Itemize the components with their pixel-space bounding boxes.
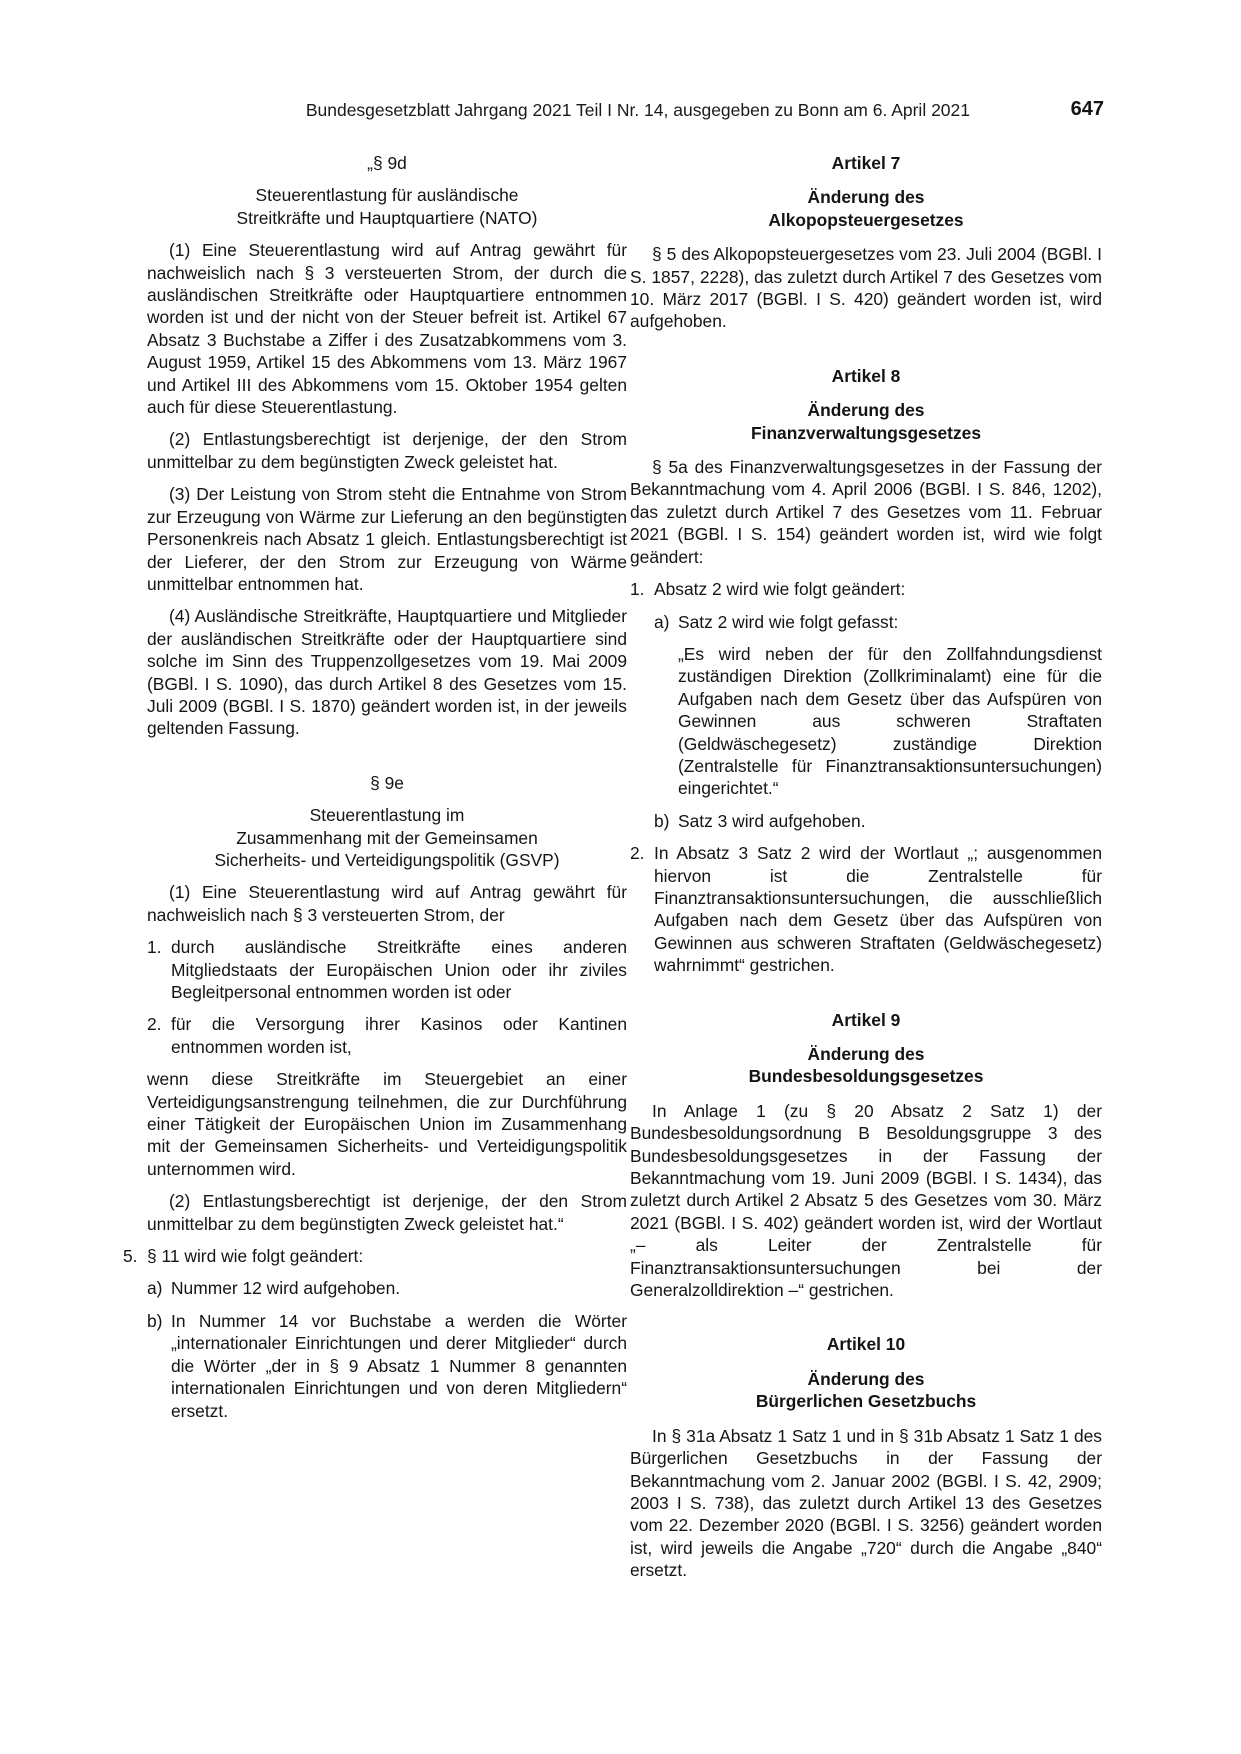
article-9-number: Artikel 9	[831, 1009, 901, 1030]
list-item-text: Satz 3 wird aufgehoben.	[678, 810, 866, 831]
article-title-line: Bundesbesoldungsgesetzes	[748, 1066, 984, 1087]
section-9e-number: § 9e	[370, 772, 404, 793]
section-9e-title-line: Steuerentlastung im	[309, 805, 465, 826]
section-9e-paragraph-2: (2) Entlastungsberechtigt ist derjenige, der den Strom unmittelbar zu dem begünstigten Zweck geleistet hat.“	[147, 1191, 627, 1234]
article-9-text: In Anlage 1 (zu § 20 Absatz 2 Satz 1) der Bundesbesoldungsordnung B Besoldungsgruppe 3 des Bundesbesoldungsgesetzes in der Fassung der Bekanntmachung vom 19. Juni 2009 (BGBl. I S. 1434), das zuletzt durch Artikel 2 Absatz 5 des Gesetzes vom 30. März 2021 (BGBl. I S. 402) geändert worden ist, wird der Wortlaut „– als Leiter der Zentralstelle für Finanztransaktionsuntersuchungen bei der Generalzolldirektion –“ gestrichen.	[630, 1100, 1102, 1301]
section-9d-number: „§ 9d	[367, 153, 407, 173]
section-9d-paragraph-2: (2) Entlastungsberechtigt ist derjenige, der den Strom unmittelbar zu dem begünstigten Zweck geleistet hat.	[147, 429, 627, 472]
article-title-line: Änderung des	[807, 1368, 925, 1389]
page-number: 647	[1070, 98, 1104, 120]
article-8-title	[630, 399, 1102, 444]
article-10-number: Artikel 10	[826, 1334, 906, 1355]
list-item-number: a)	[654, 611, 670, 632]
article-title-line: Änderung des	[807, 1044, 925, 1064]
section-9d-paragraph-1: (1) Eine Steuerentlastung wird auf Antrag gewährt für nachweislich nach § 3 versteuerten Strom, der durch die ausländischen Streitkräfte oder Hauptquartiere entnommen worden ist und der nicht von der Steuer befreit ist. Artikel 67 Absatz 3 Buchstabe a Ziffer i des Zusatzabkommens vom 3. August 1959, Artikel 15 des Abkommens vom 13. März 1967 und Artikel III des Abkommens vom 15. Oktober 1954 gelten auch für diese Steuerentlastung.	[147, 240, 627, 418]
list-item	[630, 842, 1102, 976]
list-item-number: 2.	[630, 843, 645, 864]
list-item-number: 1.	[147, 937, 162, 958]
section-9e-continuation: wenn diese Streitkräfte im Steuergebiet an einer Verteidigungsanstrengung teilnehmen, die zur Durchführung einer Tätigkeit der Europäischen Union im Zusammenhang mit der Gemeinsamen Sicherheits- und Verteidigungspolitik unternommen wird.	[147, 1069, 627, 1179]
list-item-text: Nummer 12 wird aufgehoben.	[171, 1278, 401, 1299]
list-item-text: für die Versorgung ihrer Kasinos oder Kantinen entnommen worden ist,	[171, 1014, 627, 1057]
list-item	[654, 810, 1102, 832]
list-item-text: In Absatz 3 Satz 2 wird der Wortlaut „; ausgenommen hiervon ist die Zentralstelle für Finanztransaktionsuntersuchungen, die ausschließlich Aufgaben nach dem Gesetz über das Aufspüren von Gewinnen aus schweren Straftaten (Geldwäschegesetz) wahrnimmt“ gestrichen.	[654, 843, 1102, 976]
article-title-line: Änderung des	[807, 187, 925, 208]
article-8-quoted-sentence: „Es wird neben der für den Zollfahndungsdienst zuständigen Direktion (Zollkriminalamt) eine für die Aufgaben nach dem Gesetz über das Aufspüren von Gewinnen aus schweren Straftaten (Geldwäschegesetz) zuständige Direktion (Zentralstelle für Finanztransaktionsuntersuchungen) eingerichtet.“	[678, 643, 1102, 799]
list-item-text: durch ausländische Streitkräfte eines anderen Mitgliedstaats der Europäischen Union oder ihr ziviles Begleitpersonal entnommen worden ist oder	[171, 937, 627, 1002]
list-item-text: Absatz 2 wird wie folgt geändert:	[654, 579, 906, 600]
list-item	[147, 936, 627, 1003]
article-9-title	[630, 1043, 1102, 1088]
list-item-number: 1.	[630, 579, 645, 600]
list-item-number: a)	[147, 1278, 163, 1299]
list-item-text: In Nummer 14 vor Buchstabe a werden die Wörter „internationaler Einrichtungen und derer Mitglieder“ durch die Wörter „der in § 9 Absatz 1 Nummer 8 genannten internationalen Einrichtungen und von deren Mitgliedern“ ersetzt.	[171, 1310, 627, 1421]
page-header	[120, 98, 1104, 124]
article-title-line: Alkopopsteuergesetzes	[768, 209, 964, 230]
list-item-number: b)	[654, 810, 670, 831]
list-item-text: § 11 wird wie folgt geändert:	[147, 1246, 364, 1267]
section-9d-title-line: Streitkräfte und Hauptquartiere (NATO)	[236, 207, 538, 228]
right-column	[630, 152, 1102, 1592]
list-item	[147, 1013, 627, 1058]
list-item	[123, 1245, 627, 1267]
article-7-number: Artikel 7	[831, 153, 901, 173]
list-item-number: b)	[147, 1310, 163, 1331]
gazette-title: Bundesgesetzblatt Jahrgang 2021 Teil I Nr. 14, ausgegeben zu Bonn am 6. April 2021	[305, 100, 970, 120]
article-10-text: In § 31a Absatz 1 Satz 1 und in § 31b Absatz 1 Satz 1 des Bürgerlichen Gesetzbuchs in der Fassung der Bekanntmachung vom 2. Januar 2002 (BGBl. I S. 42, 2909; 2003 I S. 738), das zuletzt durch Artikel 13 des Gesetzes vom 22. Dezember 2020 (BGBl. I S. 3256) geändert worden ist, wird jeweils die Angabe „720“ durch die Angabe „840“ ersetzt.	[630, 1425, 1102, 1581]
section-9e-title-line: Zusammenhang mit der Gemeinsamen	[236, 827, 538, 848]
list-item	[147, 1277, 627, 1299]
section-9e-title	[147, 804, 627, 871]
section-9d-title-line: Steuerentlastung für ausländische	[255, 185, 519, 206]
article-title-line: Bürgerlichen Gesetzbuchs	[755, 1391, 977, 1412]
section-9d-paragraph-4: (4) Ausländische Streitkräfte, Hauptquartiere und Mitglieder der ausländischen Streitkräfte oder der Hauptquartiere sind solche im Sinn des Truppenzollgesetzes vom 19. Mai 2009 (BGBl. I S. 1090), das durch Artikel 8 des Gesetzes vom 15. Juli 2009 (BGBl. I S. 1870) geändert worden ist, in der jeweils geltenden Fassung.	[147, 606, 627, 739]
list-item-number: 5.	[123, 1246, 138, 1267]
article-title-line: Finanzverwaltungsgesetzes	[750, 422, 981, 443]
article-title-line: Änderung des	[807, 400, 925, 421]
article-10-title	[630, 1368, 1102, 1413]
left-column	[123, 152, 627, 1432]
article-7-text: § 5 des Alkopopsteuergesetzes vom 23. Juli 2004 (BGBl. I S. 1857, 2228), das zuletzt durch Artikel 7 des Gesetzes vom 10. März 2017 (BGBl. I S. 420) geändert worden ist, wird aufgehoben.	[630, 244, 1102, 332]
list-item-text: Satz 2 wird wie folgt gefasst:	[678, 611, 899, 632]
list-item-number: 2.	[147, 1014, 162, 1035]
article-7-title	[630, 186, 1102, 231]
section-9e-title-line: Sicherheits- und Verteidigungspolitik (GSVP)	[214, 849, 560, 870]
section-9d-title	[147, 184, 627, 229]
list-item	[654, 611, 1102, 633]
list-item	[147, 1310, 627, 1422]
section-9d-paragraph-3: (3) Der Leistung von Strom steht die Entnahme von Strom zur Erzeugung von Wärme zur Lieferung an den begünstigten Personenkreis nach Absatz 1 gleich. Entlastungsberechtigt ist der Lieferer, der den Strom zur Erzeugung von Wärme unmittelbar entnommen hat.	[147, 484, 627, 594]
article-8-text: § 5a des Finanzverwaltungsgesetzes in der Fassung der Bekanntmachung vom 4. April 2006 (BGBl. I S. 846, 1202), das zuletzt durch Artikel 7 des Gesetzes vom 11. Februar 2021 (BGBl. I S. 154) geändert worden ist, wird wie folgt geändert:	[630, 457, 1102, 567]
article-8-number: Artikel 8	[831, 365, 901, 386]
list-item	[630, 578, 1102, 600]
section-9e-paragraph-1: (1) Eine Steuerentlastung wird auf Antrag gewährt für nachweislich nach § 3 versteuerten Strom, der	[147, 882, 627, 925]
